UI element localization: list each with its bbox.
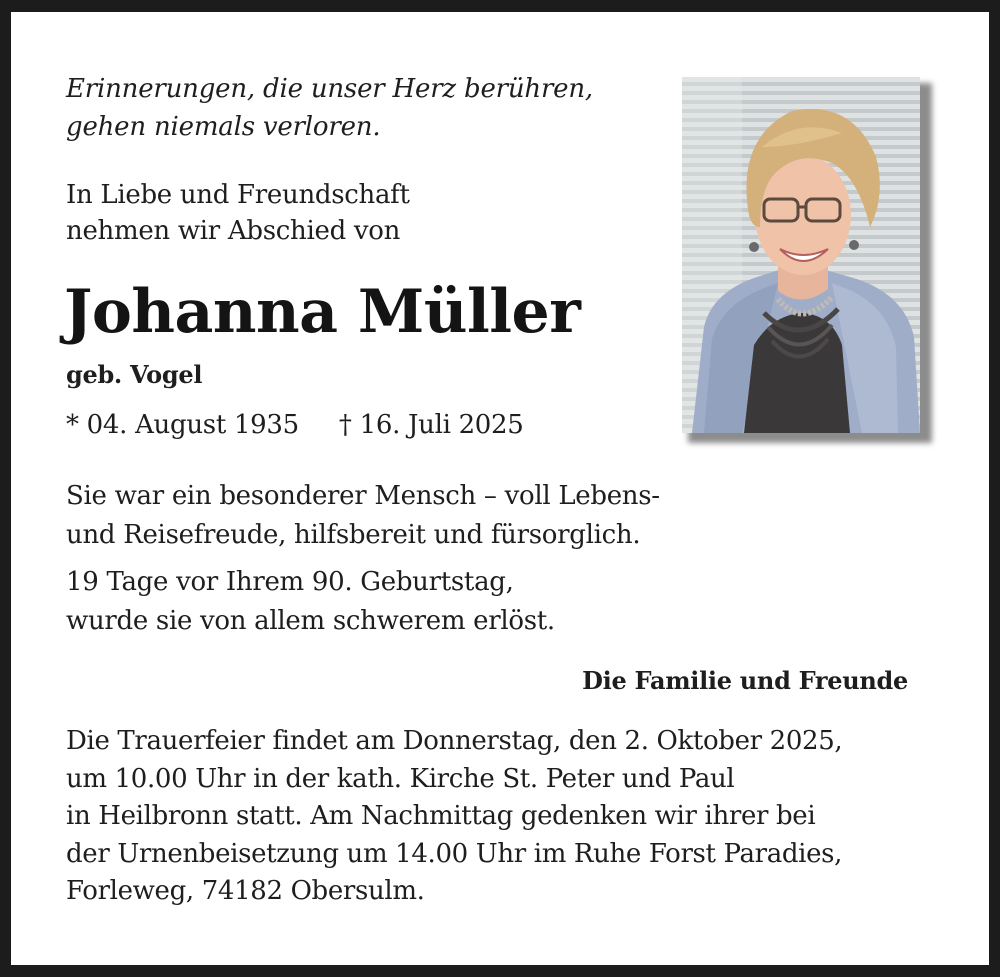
ceremony-line-4: der Urnenbeisetzung um 14.00 Uhr im Ruhe Forst Paradies, [66, 838, 843, 869]
portrait-photo [682, 77, 920, 433]
description-line-2: und Reisefreude, hilfsbereit und fürsorglich. [66, 520, 641, 550]
life-dates [66, 406, 524, 444]
motto-line-2: gehen niemals verloren. [66, 112, 381, 142]
birth-date: * 04. August 1935 [66, 410, 299, 440]
ceremony-line-1: Die Trauerfeier findet am Donnerstag, den 2. Oktober 2025, [66, 726, 843, 756]
intro-line-2: nehmen wir Abschied von [66, 216, 401, 246]
description-text [66, 477, 660, 555]
signature: Die Familie und Freunde [582, 666, 908, 695]
ceremony-line-2: um 10.00 Uhr in der kath. Kirche St. Peter und Paul [66, 763, 735, 794]
birth-name: geb. Vogel [66, 360, 203, 389]
ceremony-line-5: Forleweg, 74182 Obersulm. [66, 876, 425, 906]
age-note-line-2: wurde sie von allem schwerem erlöst. [66, 606, 555, 636]
age-note-line-1: 19 Tage vor Ihrem 90. Geburtstag, [66, 567, 514, 597]
intro-line-1: In Liebe und Freundschaft [66, 180, 410, 210]
death-date: † 16. Juli 2025 [338, 410, 524, 440]
ceremony-details [66, 723, 842, 911]
description-line-1: Sie war ein besonderer Mensch – voll Lebens- [66, 481, 660, 511]
motto-line-1: Erinnerungen, die unser Herz berühren, [66, 74, 593, 104]
portrait-illustration [682, 77, 920, 433]
age-note-text [66, 563, 555, 641]
motto-quote [66, 70, 593, 146]
deceased-name: Johanna Müller [64, 277, 581, 347]
ceremony-line-3: in Heilbronn statt. Am Nachmittag gedenken wir ihrer bei [66, 801, 816, 831]
intro-text [66, 177, 410, 249]
